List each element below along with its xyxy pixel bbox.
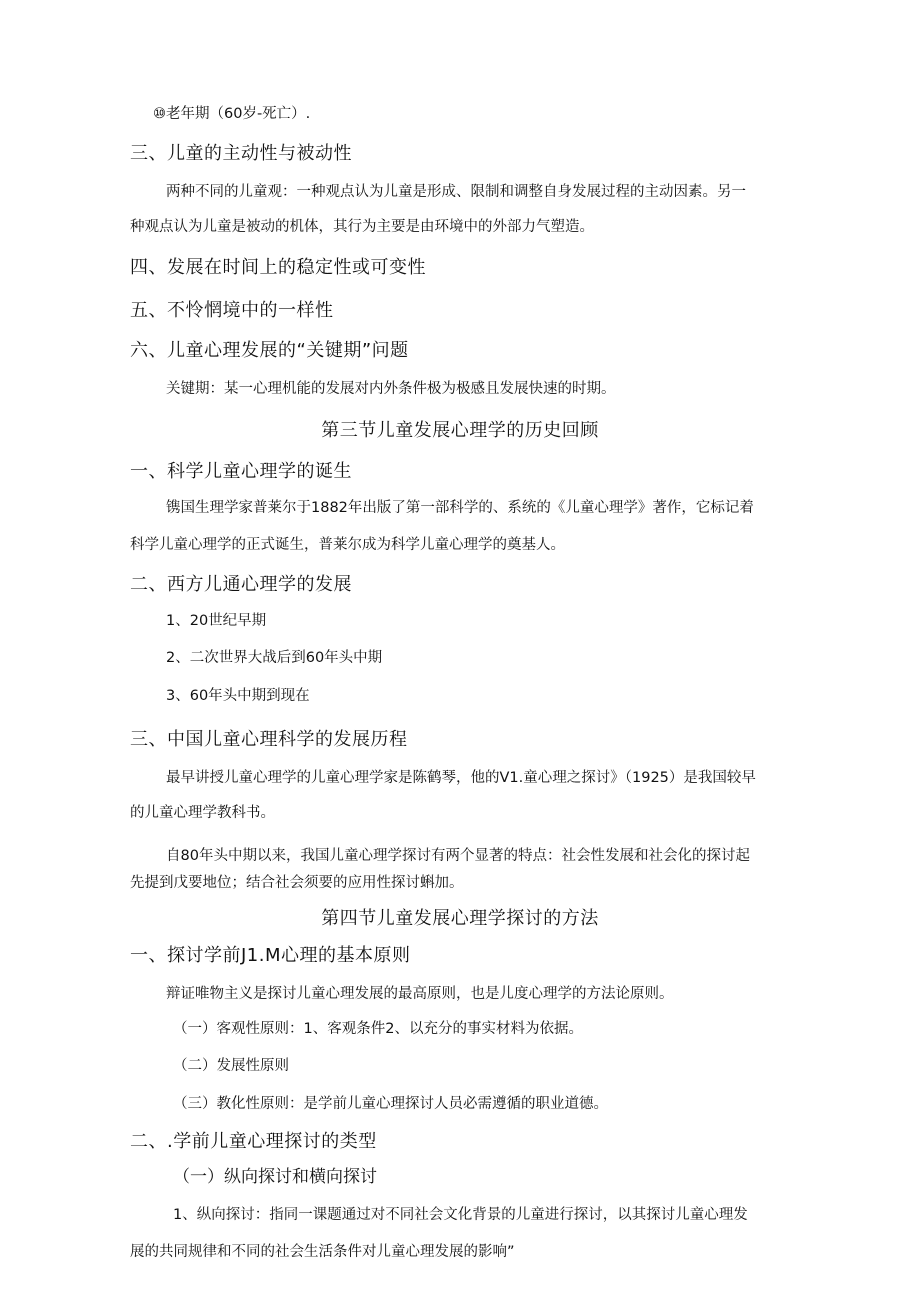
heading-critical-period: 六、儿童心理发展的“关键期”问题 (130, 340, 409, 361)
list-item-education: （三）教化性原则：是学前儿童心理探讨人员必需遵循的职业道德。 (173, 1096, 608, 1112)
heading-initiative-passivity: 三、儿童的主动性与被动性 (130, 143, 352, 164)
heading-basic-principles: 一、探讨学前J1.M心理的基本原则 (130, 945, 411, 966)
section-title-methods: 第四节儿童发展心理学探讨的方法 (321, 908, 599, 929)
paragraph-longitudinal-line1: 1、纵向探讨：指同一课题通过对不同社会文化背景的儿童进行探讨，以其探讨儿童心理发 (173, 1207, 748, 1223)
paragraph-longitudinal-line2: 展的共同规律和不同的社会生活条件对儿童心理发展的影响” (130, 1244, 515, 1260)
heading-stability-variability: 四、发展在时间上的稳定性或可变性 (130, 257, 426, 278)
heading-birth-of-child-psychology: 一、科学儿童心理学的诞生 (130, 461, 352, 482)
paragraph-old-age: ⑩老年期（60岁-死亡）. (153, 106, 311, 122)
paragraph-critical-period: 关键期：某一心理机能的发展对内外条件极为极感且发展快速的时期。 (166, 381, 616, 397)
heading-china-development: 三、中国儿童心理科学的发展历程 (130, 729, 408, 750)
paragraph-preyer-line2: 科学儿童心理学的正式诞生，普莱尔成为科学儿童心理学的奠基人。 (130, 537, 565, 553)
list-item-60s-to-now: 3、60年头中期到现在 (166, 688, 310, 704)
paragraph-chen-heqin-line2: 的儿童心理学教科书。 (130, 805, 275, 821)
list-item-early-20th-century: 1、20世纪早期 (166, 613, 267, 629)
paragraph-chen-heqin-line1: 最早讲授儿童心理学的儿童心理学家是陈鹤琴，他的V1.童心理之探讨》（1925）是我国较早 (166, 770, 756, 786)
heading-western-development: 二、西方儿通心理学的发展 (130, 574, 352, 595)
paragraph-two-views-line2: 种观点认为儿童是被动的机体，其行为主要是由环境中的外部力气塑造。 (130, 219, 594, 235)
paragraph-80s-line2: 先提到戊要地位；结合社会须要的应用性探讨蝌加。 (130, 875, 464, 891)
paragraph-preyer-line1: 镌国生理学家普莱尔于1882年出版了第一部科学的、系统的《儿童心理学》著作，它标记着 (166, 500, 754, 516)
paragraph-dialectical-materialism: 辩证唯物主义是探讨儿童心理发展的最高原则，也是儿度心理学的方法论原则。 (166, 986, 674, 1002)
heading-research-types: 二、.学前儿童心理探讨的类型 (130, 1131, 377, 1152)
section-title-history: 第三节儿童发展心理学的历史回顾 (321, 420, 599, 441)
list-item-objectivity: （一）客观性原则：1、客观条件2、以充分的事实材料为依据。 (173, 1021, 583, 1037)
paragraph-80s-line1: 自80年头中期以来，我国儿童心理学探讨有两个显著的特点：社会性发展和社会化的探讨起 (166, 848, 750, 864)
list-item-development: （二）发展性原则 (173, 1058, 289, 1074)
heading-consistency: 五、不怜惘境中的一样性 (130, 300, 334, 321)
paragraph-two-views-line1: 两种不同的儿童观：一种观点认为儿童是形成、限制和调整自身发展过程的主动因素。另一 (166, 184, 746, 200)
list-item-post-war: 2、二次世界大战后到60年头中期 (166, 650, 383, 666)
subheading-longitudinal-cross-sectional: （一）纵向探讨和横向探讨 (173, 1167, 377, 1187)
